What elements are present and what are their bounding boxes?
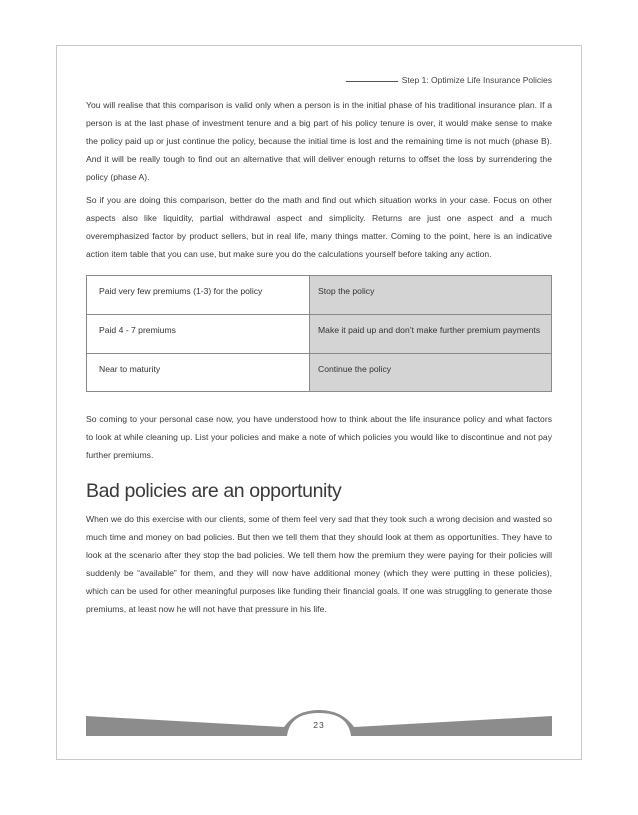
table-row [87, 354, 552, 392]
page-number: 23 [313, 720, 325, 730]
body-paragraph: You will realise that this comparison is valid only when a person is in the initial phase of his traditional insurance plan. If a person is at the last phase of investment tenure and a big part of his policy tenure is over, it would make sense to make the policy paid up or just continue the policy, because the initial time is lost and the remaining time is not much (phase B). And it will be really tough to find out an alternative that will deliver enough returns to offset the loss by surrendering the policy (phase A). [86, 100, 552, 182]
body-paragraph: So if you are doing this comparison, better do the math and find out which situation works in your case. Focus on other aspects also like liquidity, partial withdrawal aspect and simplicity. Returns are just one aspect and a much overemphasized factor by product sellers, but in real life, many things matter. Coming to the point, here is an indicative action item table that you can use, but make sure you do the calculations yourself before taking any action. [86, 195, 552, 259]
running-header [86, 75, 552, 89]
table-cell-case: Paid very few premiums (1-3) for the policy [87, 276, 310, 315]
table-cell-action: Stop the policy [310, 276, 552, 315]
table-row [87, 276, 552, 315]
table-row [87, 315, 552, 354]
page-footer [86, 706, 552, 736]
table-cell-case: Paid 4 - 7 premiums [87, 315, 310, 354]
action-item-table [86, 275, 552, 392]
table-cell-case: Near to maturity [87, 354, 310, 392]
table-cell-action: Make it paid up and don’t make further premium payments [310, 315, 552, 354]
header-rule [346, 81, 398, 82]
section-heading: Bad policies are an opportunity [86, 480, 342, 502]
running-title: Step 1: Optimize Life Insurance Policies [401, 75, 552, 85]
body-paragraph: So coming to your personal case now, you have understood how to think about the life insurance policy and what factors to look at while cleaning up. List your policies and make a note of which policies you would like to discontinue and not pay further premiums. [86, 414, 552, 460]
page-content [86, 96, 552, 618]
body-paragraph: When we do this exercise with our clients, some of them feel very sad that they took such a wrong decision and wasted so much time and money on bad policies. But then we tell them that they should look at them as opportunities. They have to look at the scenario after they stop the bad policies. We tell them how the premium they were paying for their policies will suddenly be “available” for them, and they will now have additional money (which they were putting in these policies), which can be used for other meaningful purposes like funding their financial goals. If one was struggling to generate those premiums, at least now he will not have that pressure in his life. [86, 514, 552, 614]
table-cell-action: Continue the policy [310, 354, 552, 392]
